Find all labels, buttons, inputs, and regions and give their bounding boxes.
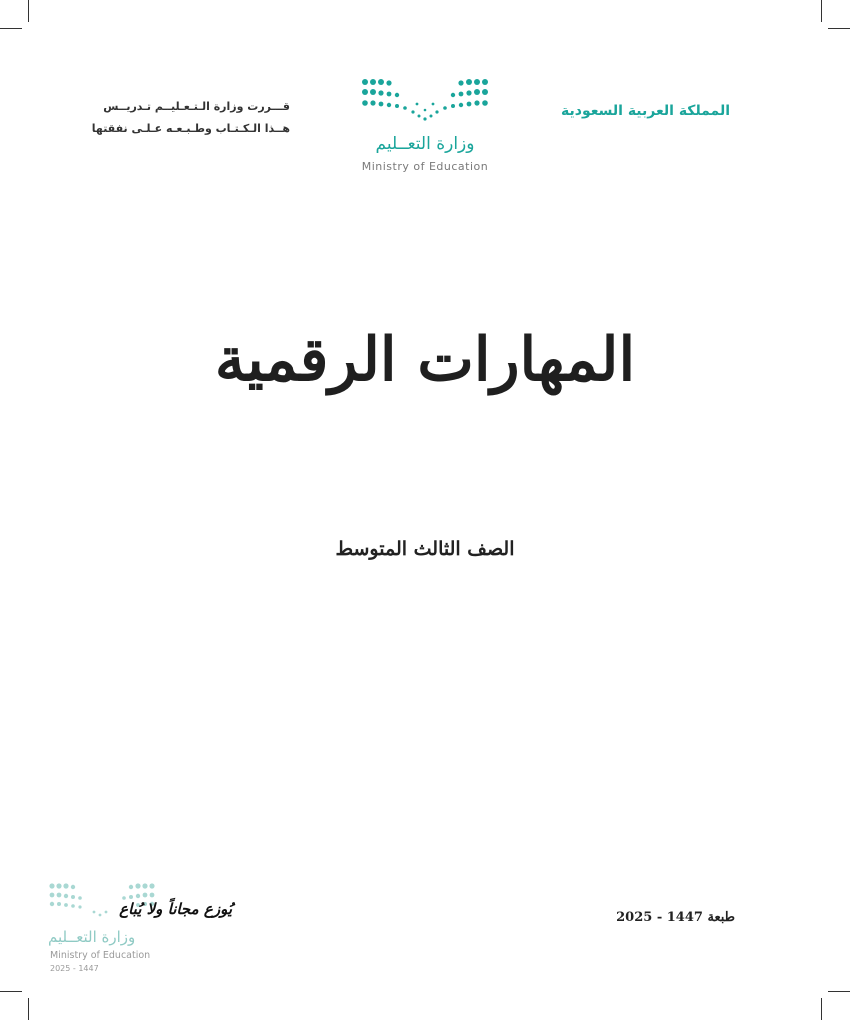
footer-logo-english: Ministry of Education bbox=[50, 950, 151, 961]
grade-level: الصف الثالث المتوسط bbox=[335, 538, 515, 560]
crop-mark-top-right-h bbox=[828, 28, 850, 29]
crop-mark-top-left-v bbox=[28, 0, 29, 22]
book-title: المهارات الرقمية bbox=[214, 325, 636, 395]
crop-mark-bottom-left-h bbox=[0, 991, 22, 992]
footer-ministry-logo bbox=[44, 880, 232, 980]
footer-logo-arabic: وزارة التعــليم bbox=[48, 928, 136, 946]
crop-mark-top-left-h bbox=[0, 28, 22, 29]
free-distribution-slogan: يُوزع مجاناً ولا يُباع bbox=[119, 900, 232, 918]
ministry-decree bbox=[80, 96, 290, 140]
ministry-logo-arabic: وزارة التعــليم bbox=[375, 134, 475, 154]
crop-mark-bottom-right-v bbox=[821, 998, 822, 1020]
ministry-logo-english: Ministry of Education bbox=[361, 160, 489, 173]
edition-year: طبعة 1447 - 2025 bbox=[616, 910, 735, 925]
footer-logo-year: 2025 - 1447 bbox=[50, 964, 99, 973]
crop-mark-bottom-left-v bbox=[28, 998, 29, 1020]
kingdom-name: المملكة العربية السعودية bbox=[561, 103, 730, 119]
crop-mark-top-right-v bbox=[821, 0, 822, 22]
decree-line-2: هــذا الـكـتـاب وطـبـعـه عـلـى نفقتها bbox=[91, 122, 290, 135]
ministry-logo-dots-icon bbox=[355, 76, 495, 132]
decree-line-1: قـــررت وزارة الـتـعـليــم تـدريــس bbox=[103, 100, 290, 113]
crop-mark-bottom-right-h bbox=[828, 991, 850, 992]
ministry-logo bbox=[355, 76, 500, 176]
